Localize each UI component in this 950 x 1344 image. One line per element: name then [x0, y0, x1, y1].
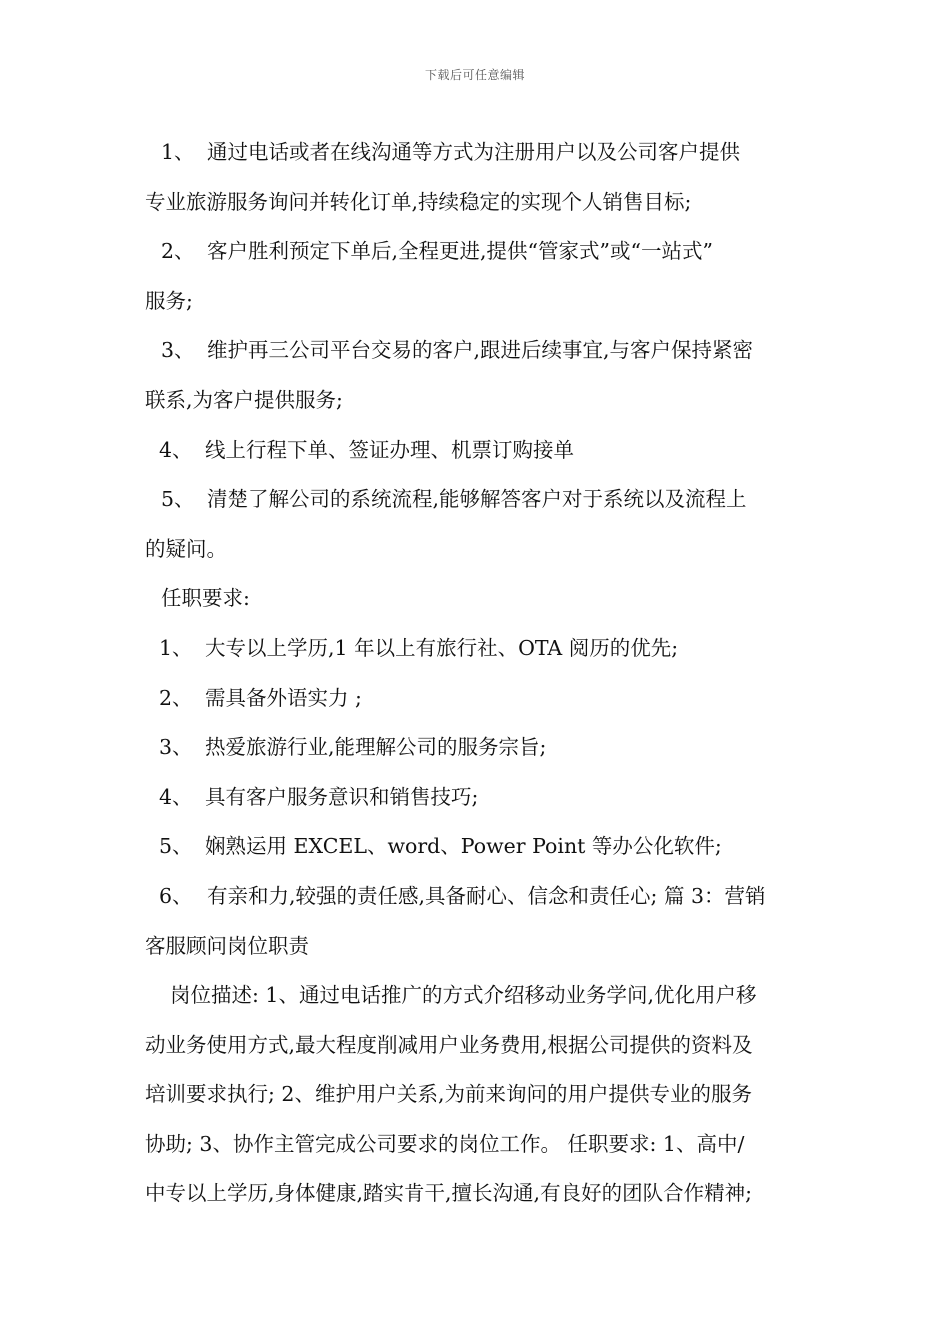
item-number: 3、: [159, 735, 193, 760]
text-line: 专业旅游服务询问并转化订单,持续稳定的实现个人销售目标;: [145, 189, 692, 214]
list-item: [145, 326, 810, 376]
item-text: 大专以上学历,1 年以上有旅行社、OTA 阅历的优先;: [205, 635, 679, 660]
section-heading: 任职要求:: [161, 586, 250, 611]
item-text: 热爱旅游行业,能理解公司的服务宗旨;: [205, 735, 547, 760]
item-number: 1、: [159, 635, 193, 660]
list-item: [145, 773, 810, 823]
list-item: [145, 624, 810, 674]
list-item: [145, 723, 810, 773]
item-number: 2、: [161, 239, 195, 264]
document-body: [145, 128, 810, 1219]
text-line: 中专以上学历,身体健康,踏实肯干,擅长沟通,有良好的团队合作精神;: [145, 1181, 752, 1206]
text-line: 岗位描述: 1、通过电话推广的方式介绍移动业务学问,优化用户移: [170, 983, 757, 1008]
list-item: [145, 475, 810, 525]
item-text: 娴熟运用 EXCEL、word、Power Point 等办公化软件;: [205, 834, 722, 859]
text-line: 联系,为客户提供服务;: [145, 387, 343, 412]
item-text: 线上行程下单、签证办理、机票订购接单: [205, 437, 574, 462]
item-text: 清楚了解公司的系统流程,能够解答客户对于系统以及流程上: [207, 487, 747, 512]
item-number: 6、: [159, 883, 193, 908]
item-number: 5、: [159, 834, 193, 859]
text-line: 协助; 3、协作主管完成公司要求的岗位工作。 任职要求: 1、高中/: [145, 1131, 745, 1156]
header-note: 下载后可任意编辑: [424, 68, 525, 82]
item-text: 维护再三公司平台交易的客户,跟进后续事宜,与客户保持紧密: [207, 338, 754, 363]
item-number: 4、: [159, 784, 193, 809]
item-text: 通过电话或者在线沟通等方式为注册用户以及公司客户提供: [207, 140, 740, 164]
list-item: [145, 128, 810, 178]
item-number: 4、: [159, 437, 193, 462]
list-item: [145, 822, 810, 872]
text-line: 培训要求执行; 2、维护用户关系,为前来询问的用户提供专业的服务: [145, 1082, 752, 1107]
item-number: 2、: [159, 685, 193, 710]
list-item: [145, 872, 810, 922]
item-number: 5、: [161, 487, 195, 512]
list-item: [145, 674, 810, 724]
item-number: 3、: [161, 338, 195, 363]
text-line: 客服顾问岗位职责: [145, 933, 309, 958]
text-line: 动业务使用方式,最大程度削减用户业务费用,根据公司提供的资料及: [145, 1032, 753, 1057]
item-text: 客户胜利预定下单后,全程更进,提供“管家式”或“一站式”: [207, 239, 713, 264]
text-line: 的疑问。: [145, 536, 227, 561]
item-text: 具有客户服务意识和销售技巧;: [205, 784, 479, 809]
item-text: 有亲和力,较强的责任感,具备耐心、信念和责任心; 篇 3：营销: [207, 883, 766, 908]
item-text: 需具备外语实力 ;: [205, 685, 362, 710]
text-line: 服务;: [145, 288, 193, 313]
list-item: [145, 426, 810, 476]
item-number: 1、: [161, 140, 195, 164]
list-item: [145, 227, 810, 277]
